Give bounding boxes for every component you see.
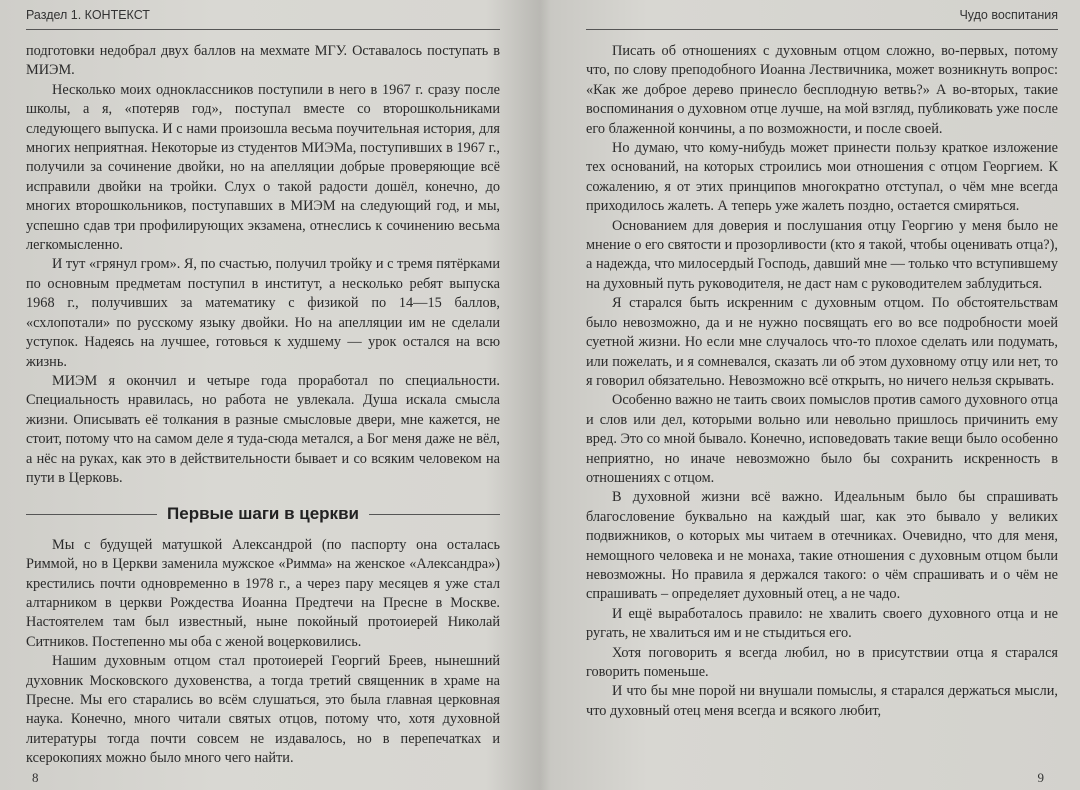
paragraph: Особенно важно не таить своих помыслов против самого духовного отца и слов или дел, которыми вольно или невольно пришлось причинить ему вред. Это со мной бывало. Конечно, исповедовать такие вещи было особенно неприятно, но иначе невозможно было бы сохранить искренность в отношениях с отцом.	[586, 392, 1059, 486]
paragraph: Я старался быть искренним с духовным отцом. По обстоятельствам было невозможно, да и не нужно посвящать его во все подробности моей суетной жизни. Но если мне случалось что-то плохое сделать или подумать, или пожелать, и я сомневался, сказать ли об этом духовному отцу или нет, то я говорил обязательно. Невозможно всё открыть, но ничего нельзя скрывать.	[586, 295, 1058, 389]
heading-rule-right	[369, 514, 500, 515]
section-heading	[26, 504, 500, 523]
right-page-body	[586, 42, 1058, 721]
paragraph: подготовки недобрал двух баллов на мехмате МГУ. Оставалось поступать в МИЭМ.	[26, 43, 500, 79]
paragraph: И тут «грянул гром». Я, по счастью, получил тройку и с тремя пятёрками по основным предметам поступил в институт, а несколько ребят выпуска 1968 г., получивших за математику с физикой по 14—15 баллов, «схлопотали» по русскому языку двойки. Но на апелляции им не сделали уступок. Надеясь на лучшее, готовься к худшему — урок остался на всю жизнь.	[26, 256, 500, 370]
running-head-right: Чудо воспитания	[959, 8, 1058, 22]
section-title: Первые шаги в церкви	[167, 504, 359, 524]
paragraph: Писать об отношениях с духовным отцом сложно, во-первых, потому что, по слову преподобного Иоанна Лествичника, может возникнуть вопрос: «Как же доброе дерево принесло бесплодную ветвь?» А во-вторых, такие воспоминания о духовном отце лучше, на мой взгляд, публиковать уже после его блаженной кончины, а по возможности, и после своей.	[586, 43, 1058, 137]
paragraph: Нашим духовным отцом стал протоиерей Георгий Бреев, нынешний духовник Московского духовенства, а тогда третий священник в храме на Пресне. Мы его старались во всём слушаться, это была главная церковная наука. Конечно, много читали святых отцов, потому что, хотя духовной литературы тогда почти совсем не издавалось, но в перепечатках и ксерокопиях можно было много чего найти.	[26, 653, 500, 767]
paragraph: Хотя поговорить я всегда любил, но в присутствии отца я старался говорить поменьше.	[586, 644, 1058, 680]
page-number-left: 8	[32, 770, 39, 785]
heading-rule-left	[26, 514, 157, 515]
paragraph: Основанием для доверия и послушания отцу Георгию у меня было не мнение о его святости и прозорливости (кто я такой, чтобы оценивать отца?), а надежда, что милосердый Господь, давший мне — только что вступившему на духовный путь руководителя, не даст нам с руководителем заблудиться.	[586, 217, 1058, 292]
paragraph: Мы с будущей матушкой Александрой (по паспорту она осталась Риммой, но в Церкви заменила мужское «Римма» на женское «Александра») крестились почти одновременно в 1978 г., а через пару месяцев я уже стал алтарником в церкви Рождества Иоанна Предтечи на Пресне в Москве. Настоятелем там был известный, ныне покойный протоиерей Николай Ситников. Постепенно мы оба с женой воцерковились.	[26, 536, 500, 650]
left-page-body	[26, 42, 500, 769]
paragraph: МИЭМ я окончил и четыре года проработал по специальности. Специальность нравилась, но работа не увлекала. Душа искала смысла жизни. Описывать её толкания в разные смысловые двери, мне кажется, не стоит, потому что на самом деле я туда-сюда метался, а Бог меня даже не вёл, а нёс на руках, как это в действительности бывает и со всяким человеком на пути в Церковь.	[26, 372, 500, 486]
running-head-rule-left	[26, 29, 500, 30]
paragraph: В духовной жизни всё важно. Идеальным было бы спрашивать благословение буквально на каждый шаг, как это бывало у великих подвижников, о которых мы читаем в отечниках. Очевидно, что для меня, немощного человека и не монаха, такие отношения с духовным отцом были невозможны. Но правила я держался такого: о чём спрашивать и о чём не спрашивать – определяет духовный отец, а не чадо.	[586, 489, 1058, 603]
running-head-left: Раздел 1. КОНТЕКСТ	[26, 8, 150, 22]
paragraph: И ещё выработалось правило: не хвалить своего духовного отца и не ругать, не хвалиться им и не стыдиться его.	[586, 605, 1058, 642]
paragraph: Несколько моих одноклассников поступили в него в 1967 г. сразу после школы, а я, «потеряв год», поступал вместе со второшкольниками следующего выпуска. И с нами произошла весьма поучительная история, для многих неприятная. Некоторые из студентов МИЭМа, поступивших в 1967 г., получили за сочинение двойки, но на апелляции добрые проверяющие всё исправили двойки на тройки. Слух о такой радости дошёл, конечно, до многих второшкольников, поступавших в МИЭМ на следующий год, и мы, успешно сдав три профилирующих экзамена, отнеслись к сочинению весьма легкомысленно.	[26, 81, 500, 254]
paragraph: И что бы мне порой ни внушали помыслы, я старался держаться мысли, что духовный отец меня всегда и всякого любит,	[586, 683, 1058, 719]
page-number-right: 9	[1037, 770, 1044, 785]
running-head-rule-right	[586, 29, 1058, 30]
left-page	[26, 0, 500, 790]
paragraph: Но думаю, что кому-нибудь может принести пользу краткое изложение тех оснований, на которых строились мои отношения с отцом Георгием. К сожалению, я от этих принципов многократно отступал, о чём мне всегда приходилось жалеть. А теперь уже жалеть поздно, остается смиряться.	[586, 140, 1058, 215]
right-page	[586, 0, 1058, 790]
